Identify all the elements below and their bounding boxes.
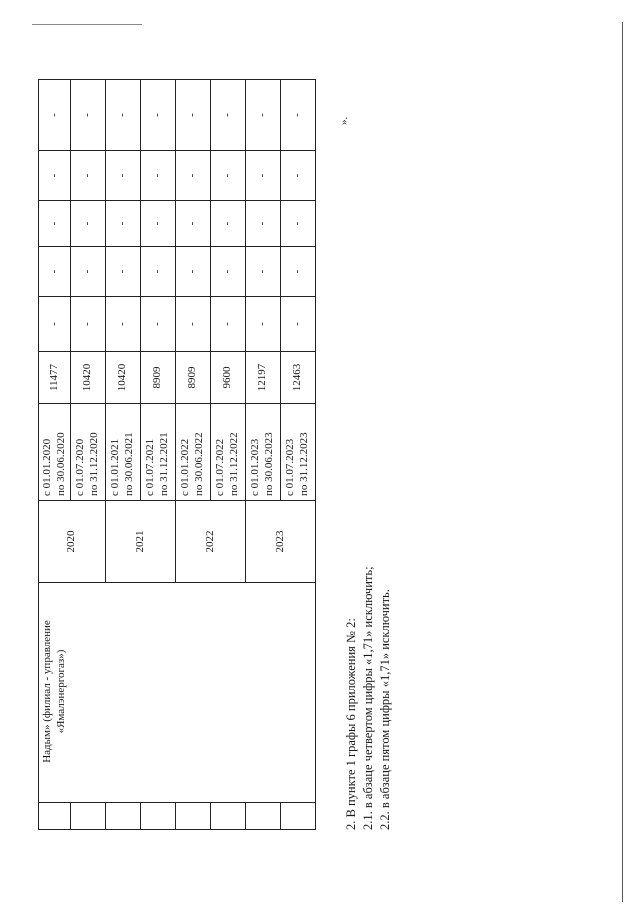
right-margin-rule — [622, 22, 623, 902]
dash-cell: - — [39, 151, 71, 201]
dash-cell: - — [39, 297, 71, 352]
value-cell: 8909 — [176, 352, 211, 404]
dash-cell: - — [176, 247, 211, 297]
empty-cell — [211, 803, 246, 830]
empty-cell — [281, 803, 316, 830]
organization-name: Надым» (филиал - управление «Ямалэнергогаз») — [41, 620, 67, 763]
dash-cell: - — [281, 80, 316, 151]
dash-cell: - — [71, 247, 106, 297]
dash-cell: - — [141, 151, 176, 201]
top-rule — [32, 24, 142, 25]
dash-cell: - — [281, 297, 316, 352]
dash-cell: - — [106, 297, 141, 352]
dash-cell: - — [71, 151, 106, 201]
dash-cell: - — [281, 151, 316, 201]
dash-cell: - — [141, 297, 176, 352]
period-cell: с 01.01.2020 по 30.06.2020 — [39, 404, 71, 501]
dash-cell: - — [106, 151, 141, 201]
value-cell: 11477 — [39, 352, 71, 404]
dash-cell: - — [39, 201, 71, 247]
dash-cell: - — [211, 151, 246, 201]
period-cell: с 01.01.2022 по 30.06.2022 — [176, 404, 211, 501]
dash-cell: - — [176, 80, 211, 151]
year-cell: 2021 — [106, 501, 176, 583]
value-cell: 12197 — [246, 352, 281, 404]
dash-cell: - — [106, 201, 141, 247]
period-cell: с 01.07.2021 по 31.12.2021 — [141, 404, 176, 501]
period-cell: с 01.07.2023 по 31.12.2023 — [281, 404, 316, 501]
dash-cell: - — [39, 247, 71, 297]
dash-cell: - — [71, 80, 106, 151]
dash-cell: - — [246, 247, 281, 297]
year-cell: 2022 — [176, 501, 246, 583]
year-cell: 2023 — [246, 501, 316, 583]
amendment-note — [343, 80, 394, 830]
dash-cell: - — [211, 201, 246, 247]
value-cell: 12463 — [281, 352, 316, 404]
dash-cell: - — [211, 247, 246, 297]
dash-cell: - — [246, 151, 281, 201]
empty-cell — [246, 803, 281, 830]
dash-cell: - — [176, 297, 211, 352]
empty-cell — [106, 803, 141, 830]
dash-cell: - — [211, 297, 246, 352]
value-cell: 9600 — [211, 352, 246, 404]
dash-cell: - — [71, 297, 106, 352]
empty-cell — [176, 803, 211, 830]
empty-cell — [71, 803, 106, 830]
dash-cell: - — [246, 297, 281, 352]
dash-cell: - — [246, 80, 281, 151]
rotated-page-content — [38, 80, 392, 830]
empty-cell — [141, 803, 176, 830]
tariff-table — [38, 79, 316, 830]
note-line-2: 2.1. в абзаце четвертом цифры «1,71» исключить; — [360, 566, 375, 830]
dash-cell: - — [106, 80, 141, 151]
organization-cell — [39, 583, 316, 803]
value-cell: 10420 — [106, 352, 141, 404]
note-line-1: 2. В пункте 1 графы 6 приложения № 2: — [344, 618, 358, 830]
note-line-3: 2.2. в абзаце пятом цифры «1,71» исключить. — [377, 589, 392, 830]
dash-cell: - — [281, 247, 316, 297]
dash-cell: - — [141, 80, 176, 151]
dash-cell: - — [141, 247, 176, 297]
year-cell: 2020 — [39, 501, 106, 583]
dash-cell: - — [246, 201, 281, 247]
period-cell: с 01.01.2023 по 30.06.2023 — [246, 404, 281, 501]
dash-cell: - — [176, 201, 211, 247]
period-cell: с 01.07.2020 по 31.12.2020 — [71, 404, 106, 501]
period-cell: с 01.01.2021 по 30.06.2021 — [106, 404, 141, 501]
dash-cell: - — [39, 80, 71, 151]
table-row — [39, 80, 71, 830]
dash-cell: - — [211, 80, 246, 151]
dash-cell: - — [71, 201, 106, 247]
value-cell: 8909 — [141, 352, 176, 404]
empty-cell — [39, 803, 71, 830]
period-cell: с 01.07.2022 по 31.12.2022 — [211, 404, 246, 501]
closing-quote: ». — [338, 116, 350, 125]
value-cell: 10420 — [71, 352, 106, 404]
dash-cell: - — [176, 151, 211, 201]
dash-cell: - — [141, 201, 176, 247]
dash-cell: - — [281, 201, 316, 247]
dash-cell: - — [106, 247, 141, 297]
